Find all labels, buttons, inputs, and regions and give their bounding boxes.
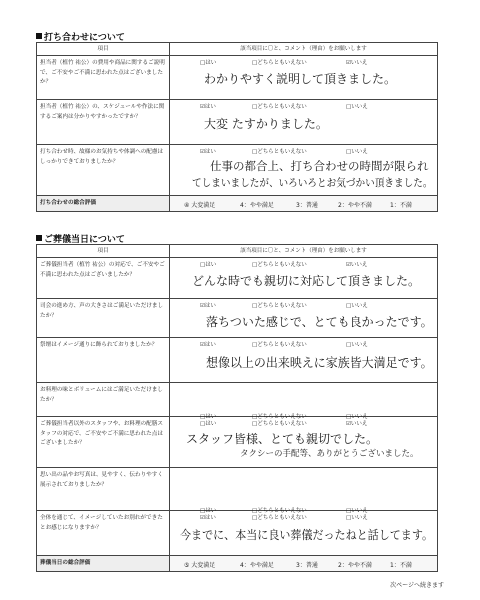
option-yes[interactable]: □はい [200, 414, 217, 420]
answer-cell [170, 511, 437, 555]
rating-option-1[interactable]: 1：不満 [390, 562, 412, 569]
question-text: 担当者（植竹 祐公）の、スケジュールや作法に関するご案内は分かりやすかったですか？ [37, 100, 170, 144]
handwritten-comment: どんな時でも親切に対応して頂きました。 [192, 274, 421, 288]
header-answer: 該当項目に〇と、コメント（理由）をお願いします [240, 248, 367, 254]
handwritten-comment: タクシーの手配等、ありがとうございました。 [240, 449, 419, 459]
option-yes[interactable]: ☑はい [200, 515, 216, 521]
option-no[interactable]: ☑いいえ [346, 262, 368, 268]
option-neutral[interactable]: □どちらともいえない [252, 515, 307, 521]
answer-cell [170, 383, 437, 420]
rating-option-5[interactable]: ⑤ 大変満足 [184, 562, 216, 569]
option-yes[interactable]: ☑はい [200, 104, 216, 110]
handwritten-comment: スタッフ皆様、とても親切でした。 [186, 432, 379, 446]
section-title-text: 打ち合わせについて [44, 33, 125, 43]
rating-option-1[interactable]: 1：不満 [390, 202, 412, 209]
question-text: ご葬儀担当者以外のスタッフや、お料理の配膳スタッフの対応で、ご不安やご不満に思われた点はございましたか？ [37, 417, 170, 467]
header-item: 項目 [37, 43, 170, 55]
header-answer: 該当項目に〇と、コメント（理由）をお願いします [240, 46, 367, 52]
option-no[interactable]: ☑いいえ [346, 421, 368, 427]
option-no[interactable]: □いいえ [346, 149, 368, 155]
answer-cell [170, 100, 437, 144]
table-row [37, 299, 437, 338]
answer-cell [170, 145, 437, 195]
bullet-square-icon [36, 33, 42, 39]
option-neutral[interactable]: □どちらともいえない [252, 342, 307, 348]
answer-cell [170, 468, 437, 514]
overall-rating-label: 葬儀当日の総合評価 [37, 556, 170, 571]
table-row [37, 511, 437, 556]
rating-scale [170, 196, 437, 211]
rating-option-3[interactable]: 3：普通 [296, 202, 318, 209]
option-neutral[interactable]: □どちらともいえない [252, 421, 307, 427]
question-text: 祭壇はイメージ通りに飾られておりましたか？ [37, 338, 170, 382]
overall-rating-row [37, 196, 437, 211]
option-yes[interactable]: □はい [200, 60, 217, 66]
rating-option-2[interactable]: 2：やや不満 [338, 562, 372, 569]
option-neutral[interactable]: □どちらともいえない [252, 303, 307, 309]
question-text: 司会の進め方、声の大きさはご満足いただけましたか？ [37, 299, 170, 337]
question-text: ご葬儀担当者（植竹 祐公）の対応で、ご不安やご不満に思われた点はございましたか？ [37, 258, 170, 298]
table-row [37, 258, 437, 299]
answer-cell [170, 338, 437, 382]
option-neutral[interactable]: □どちらともいえない [252, 508, 307, 514]
option-yes[interactable]: ☑はい [200, 342, 216, 348]
handwritten-comment: 想像以上の出来映えに家族皆大満足です。 [206, 355, 433, 370]
option-neutral[interactable]: □どちらともいえない [252, 60, 307, 66]
rating-option-4[interactable]: 4：やや満足 [240, 562, 274, 569]
question-text: 全体を通じて、イメージしていたお別れができたとお感じになりますか？ [37, 511, 170, 555]
question-text: 打ち合わせ時、故様のお気持ちや体調への配慮はしっかりできておりましたか？ [37, 145, 170, 195]
table-row [37, 56, 437, 100]
option-yes[interactable]: □はい [200, 508, 217, 514]
handwritten-comment: わかりやすく説明して頂きました。 [204, 72, 397, 86]
table-row [37, 383, 437, 420]
rating-option-3[interactable]: 3：普通 [296, 562, 318, 569]
answer-cell [170, 299, 437, 337]
question-text: 思い出の品やお写真は、見やすく、伝わりやすく展示されておりましたか？ [37, 468, 170, 510]
overall-rating-row [37, 556, 437, 571]
option-no[interactable]: □いいえ [346, 508, 368, 514]
bullet-square-icon [36, 235, 42, 241]
rating-scale [170, 556, 437, 571]
option-yes[interactable]: □はい [200, 421, 217, 427]
table-row [37, 338, 437, 383]
option-no[interactable]: ☑いいえ [346, 60, 368, 66]
question-text: 担当者（植竹 祐公）の費用や商品に関するご説明で、ご不安やご不満に思われた点はございましたか？ [37, 56, 170, 99]
overall-rating-label: 打ち合わせの総合評価 [37, 196, 170, 211]
option-yes[interactable]: □はい [200, 262, 217, 268]
question-text: お料理の味とボリュームにはご満足いただけましたか？ [37, 383, 170, 416]
option-no[interactable]: □いいえ [346, 414, 368, 420]
option-yes[interactable]: ☑はい [200, 303, 216, 309]
table-row [37, 417, 437, 468]
section-title-text: ご葬儀当日について [44, 235, 125, 245]
answer-cell [170, 417, 437, 467]
next-page-note: 次ページへ続きます [390, 582, 444, 589]
header-item: 項目 [37, 245, 170, 257]
answer-cell [170, 258, 437, 298]
option-neutral[interactable]: □どちらともいえない [252, 414, 307, 420]
handwritten-comment: 大変 たすかりました。 [204, 117, 328, 131]
table-row [37, 468, 437, 514]
handwritten-comment: 今までに、本当に良い葬儀だったねと話してます。 [180, 528, 434, 542]
handwritten-comment: 落ちついた感じで、とても良かったです。 [206, 315, 433, 329]
option-neutral[interactable]: □どちらともいえない [252, 262, 307, 268]
meeting-form [36, 42, 438, 212]
handwritten-comment: てしまいましたが、いろいろとお気づかい頂きました。 [192, 177, 433, 189]
answer-cell [170, 56, 437, 99]
table-row [37, 100, 437, 145]
option-yes[interactable]: ☑はい [200, 149, 216, 155]
table-row [37, 145, 437, 196]
option-no[interactable]: □いいえ [346, 303, 368, 309]
rating-option-2[interactable]: 2：やや不満 [338, 202, 372, 209]
option-neutral[interactable]: □どちらともいえない [252, 104, 307, 110]
table-header [37, 245, 437, 258]
option-no[interactable]: □いいえ [346, 342, 368, 348]
rating-option-5[interactable]: ④ 大変満足 [184, 202, 216, 209]
funeral-day-form [36, 244, 438, 572]
option-neutral[interactable]: □どちらともいえない [252, 149, 307, 155]
option-no[interactable]: □いいえ [346, 104, 368, 110]
handwritten-comment: 仕事の都合上、打ち合わせの時間が限られ [210, 159, 429, 173]
option-no[interactable]: □いいえ [346, 515, 368, 521]
table-header [37, 43, 437, 56]
rating-option-4[interactable]: 4：やや満足 [240, 202, 274, 209]
